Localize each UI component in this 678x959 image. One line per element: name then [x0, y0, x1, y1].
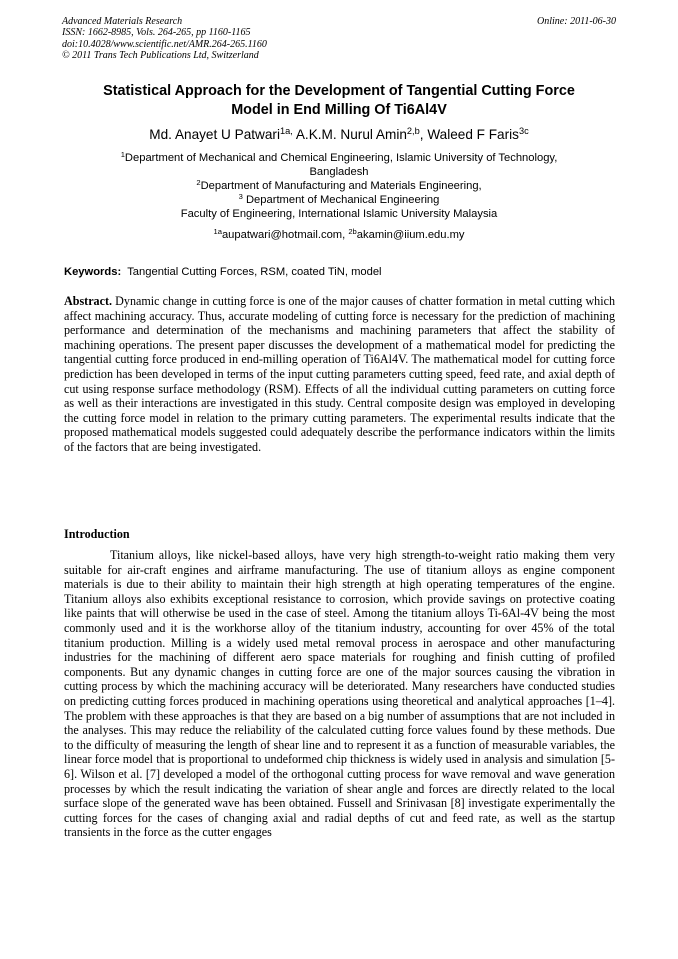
affil-sup: 1 [120, 149, 125, 159]
online-date: Online: 2011-06-30 [537, 16, 616, 27]
affiliation-2 [62, 179, 616, 193]
author-name: A.K.M. Nurul Amin [295, 127, 407, 142]
issn-line: ISSN: 1662-8985, Vols. 264-265, pp 1160-1165 [62, 27, 251, 39]
introduction-body: Titanium alloys, like nickel-based alloys, have very high strength-to-weight ratio making them very suitable for air-craft engines and airframe manufacturing. The use of titanium alloys as engine component materials is due to their ability to maintain their high strength at high operating temperatures of the engine. Titanium alloys also exhibits exceptional resistance to corrosion, which provide savings on protective coating like paints that will otherwise be used in the case of steel. Among the titanium alloys Ti-6Al-4V being the most commonly used and it is the workhorse alloy of the titanium industry, accounting for over 45% of the total titanium production. Milling is a widely used metal removal process in aerospace and other manufacturing industries for the machining of different aero space materials for roughing and finish cutting of profiled components. But any dynamic changes in cutting force are one of the major sources causing the vibration in cutting process by which the machining accuracy will be deteriorated. Many researchers have conducted studies on predicting cutting forces produced in machining operations using theoretical and analytical approaches [1–4]. The problem with these approaches is that they are based on a big number of assumptions that are not included in the analyses. This may reduce the reliability of the calculated cutting force values found by these methods. Due to the difficulty of measuring the length of shear line and to represent it as a function of measurable variables, the linear force model that is proportional to undeformed chip thickness is widely used in analysis and simulation [5-6]. Wilson et al. [7] developed a model of the orthogonal cutting process for wave removal and wave generation processes by which the result indicating the variation of shear angle and forces are directly related to the local surface slope of the generated wave has been obtained. Fussell and Srinivasan [8] investigate experimentally the cutting forces for the cases of changing axial and radial depths of cut and feed rate, as well as the startup transients in the force as the cutter engages [64, 548, 615, 840]
email-sup: 1a [213, 226, 222, 236]
affiliations [62, 151, 616, 221]
keywords-text: Tangential Cutting Forces, RSM, coated TiN, model [127, 266, 382, 278]
introduction-heading: Introduction [64, 527, 130, 541]
affiliation-1 [62, 151, 616, 165]
email-1: aupatwari@hotmail.com, [221, 229, 349, 241]
email-2: akamin@iium.edu.my [356, 229, 465, 241]
author-name: Md. Anayet U Patwari [149, 127, 280, 142]
affiliation-1-country: Bangladesh [309, 166, 369, 178]
keywords-section [64, 265, 616, 279]
author-affil-sup: 1a, [279, 125, 293, 136]
author-emails [62, 228, 616, 242]
affiliation-3 [62, 193, 616, 207]
email-sup: 2b [348, 226, 357, 236]
author-affil-sup: 2,b [406, 125, 420, 136]
paper-title [62, 82, 616, 119]
abstract-section [64, 294, 615, 455]
affil-text: Department of Mechanical Engineering [242, 194, 440, 206]
faculty-line: Faculty of Engineering, International Islamic University Malaysia [180, 208, 498, 220]
abstract-text: Dynamic change in cutting force is one of the major causes of chatter formation in metal cutting which affect machining accuracy. Thus, accurate modeling of cutting force is necessary for the prediction of machining performance and determination of the mechanisms and machining parameters that affect the stability of machining operations. The present paper discusses the development of a mathematical model for predicting the tangential cutting force produced in end-milling operation of Ti6Al4V. The mathematical model for cutting force prediction has been developed in terms of the input cutting parameters cutting speed, feed rate, and axial depth of cut using response surface methodology (RSM). Effects of all the individual cutting parameters on cutting force as well as their interactions are investigated in this study. Central composite design was employed in developing the cutting force model in relation to the primary cutting parameters. The experimental results indicate that the proposed mathematical models suggested could adequately describe the performance indicators within the limits of the factors that are being investigated. [64, 294, 616, 454]
copyright-line: © 2011 Trans Tech Publications Ltd, Switzerland [62, 50, 259, 62]
abstract-label: Abstract. [64, 294, 113, 308]
affil-sup: 2 [196, 177, 201, 187]
author-separator: , [419, 127, 428, 142]
keywords-label: Keywords: [64, 266, 122, 278]
page-header [62, 16, 616, 62]
title-line-2: Model in End Milling Of Ti6Al4V [231, 101, 447, 118]
affil-text: Department of Manufacturing and Materials Engineering, [200, 180, 482, 192]
affil-text: Department of Mechanical and Chemical Engineering, Islamic University of Technology, [124, 152, 558, 164]
author-list [62, 126, 616, 144]
title-line-1: Statistical Approach for the Development of Tangential Cutting Force [103, 83, 575, 99]
author-name: Waleed F Faris [427, 127, 519, 142]
doi-line: doi:10.4028/www.scientific.net/AMR.264-265.1160 [62, 38, 267, 50]
author-affil-sup: 3c [518, 125, 529, 136]
journal-name: Advanced Materials Research [62, 16, 183, 27]
affil-sup: 3 [238, 191, 243, 201]
